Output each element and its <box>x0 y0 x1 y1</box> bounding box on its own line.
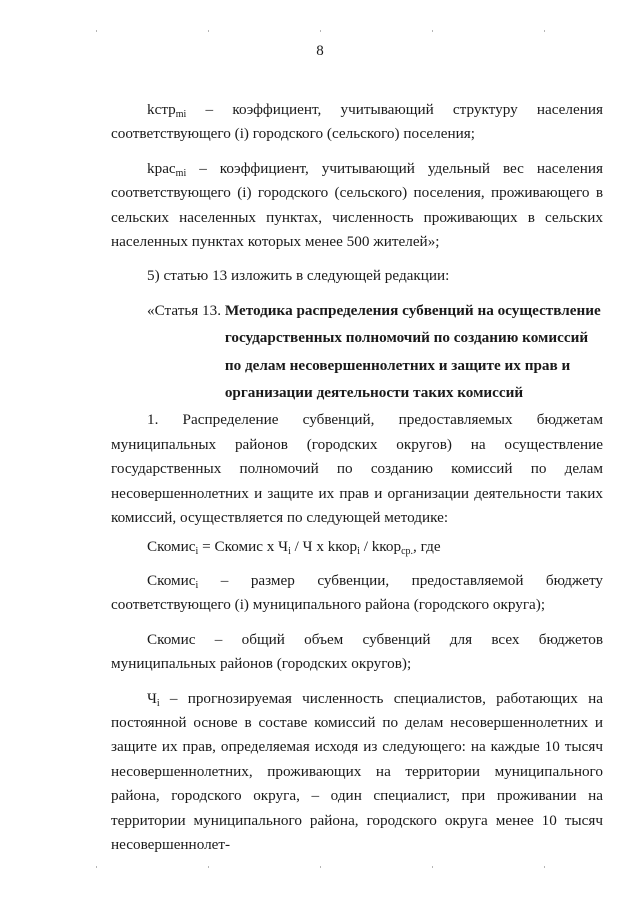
scan-noise <box>544 30 545 32</box>
article-title-line: государственных полномочий по созданию комиссий <box>224 329 589 347</box>
paragraph-text: – коэффициент, учитывающий структуру населения соответствующего (i) городского (сельского) поселения; <box>111 101 603 143</box>
paragraph-clause-1: 1. Распределение субвенций, предоставляемых бюджетам муниципальных районов (городских округов) на осуществление государственных полномочий по созданию комиссий по делам несовершеннолетних и защите их прав и организации деятельности таких комиссий, осуществляется по следующей методике: <box>111 411 603 527</box>
scan-noise <box>320 866 321 868</box>
subscript-mi: mi <box>175 167 187 179</box>
scan-noise <box>208 30 209 32</box>
paragraph-kstr <box>111 98 603 147</box>
document-body <box>111 98 603 857</box>
scan-noise <box>96 30 97 32</box>
paragraph-skomis-i <box>111 569 603 618</box>
article-title <box>225 299 603 409</box>
formula: Скомис$_i$ = Скомис х $Ч_i$ / Ч х kкор$_i$ / kкор$_{ср.}$, где <box>147 537 441 557</box>
scan-noise <box>96 866 97 868</box>
article-heading <box>111 299 603 409</box>
article-number: «Статья 13. <box>147 301 225 319</box>
subscript-i: i <box>195 579 199 591</box>
variable-skomis: Скомис <box>147 571 196 589</box>
article-title-line: по делам несовершеннолетних и защите их прав и <box>224 356 571 374</box>
paragraph-text: – размер субвенции, предоставляемой бюджету соответствующего (i) муниципального района (городского округа); <box>111 571 603 614</box>
scan-noise <box>320 30 321 32</box>
paragraph-text: – коэффициент, учитывающий удельный вес населения соответствующего (i) городского (сельского) поселения, проживающего в сельских населенных пунктах, численность проживающих в сельских населенных пунктах которых менее 500 жителей»; <box>111 159 603 251</box>
paragraph-item-5: 5) статью 13 изложить в следующей редакции: <box>147 267 450 285</box>
paragraph-text: – прогнозируемая численность специалистов, работающих на постоянной основе в составе комиссий по делам несовершеннолетних и защите их прав, определяемая исходя из следующего: на каждые 10 тысяч несовершеннолетних, проживающих на территории муниципального района, городского округа, – один специалист, при проживании на территории муниципального района, городского округа менее 10 тысяч несовершеннолет- <box>111 689 603 853</box>
paragraph-skomis: Скомис – общий объем субвенций для всех бюджетов муниципальных районов (городских округов); <box>111 630 603 673</box>
subscript-i: i <box>156 697 160 709</box>
page-number: 8 <box>316 43 324 59</box>
scan-noise <box>432 30 433 32</box>
article-title-line: Методика распределения субвенций на осуществление <box>224 301 601 319</box>
subscript-mi: mi <box>175 109 187 120</box>
article-title-line: организации деятельности таких комиссий <box>224 384 524 402</box>
paragraph-kras <box>111 157 603 255</box>
scan-noise <box>208 866 209 868</box>
scan-noise <box>544 866 545 868</box>
scan-noise <box>432 866 433 868</box>
paragraph-ch-i <box>111 687 603 858</box>
variable-kras: kрас <box>147 159 176 177</box>
variable-ch: Ч <box>147 689 157 707</box>
variable-kstr: kстр <box>147 101 176 118</box>
